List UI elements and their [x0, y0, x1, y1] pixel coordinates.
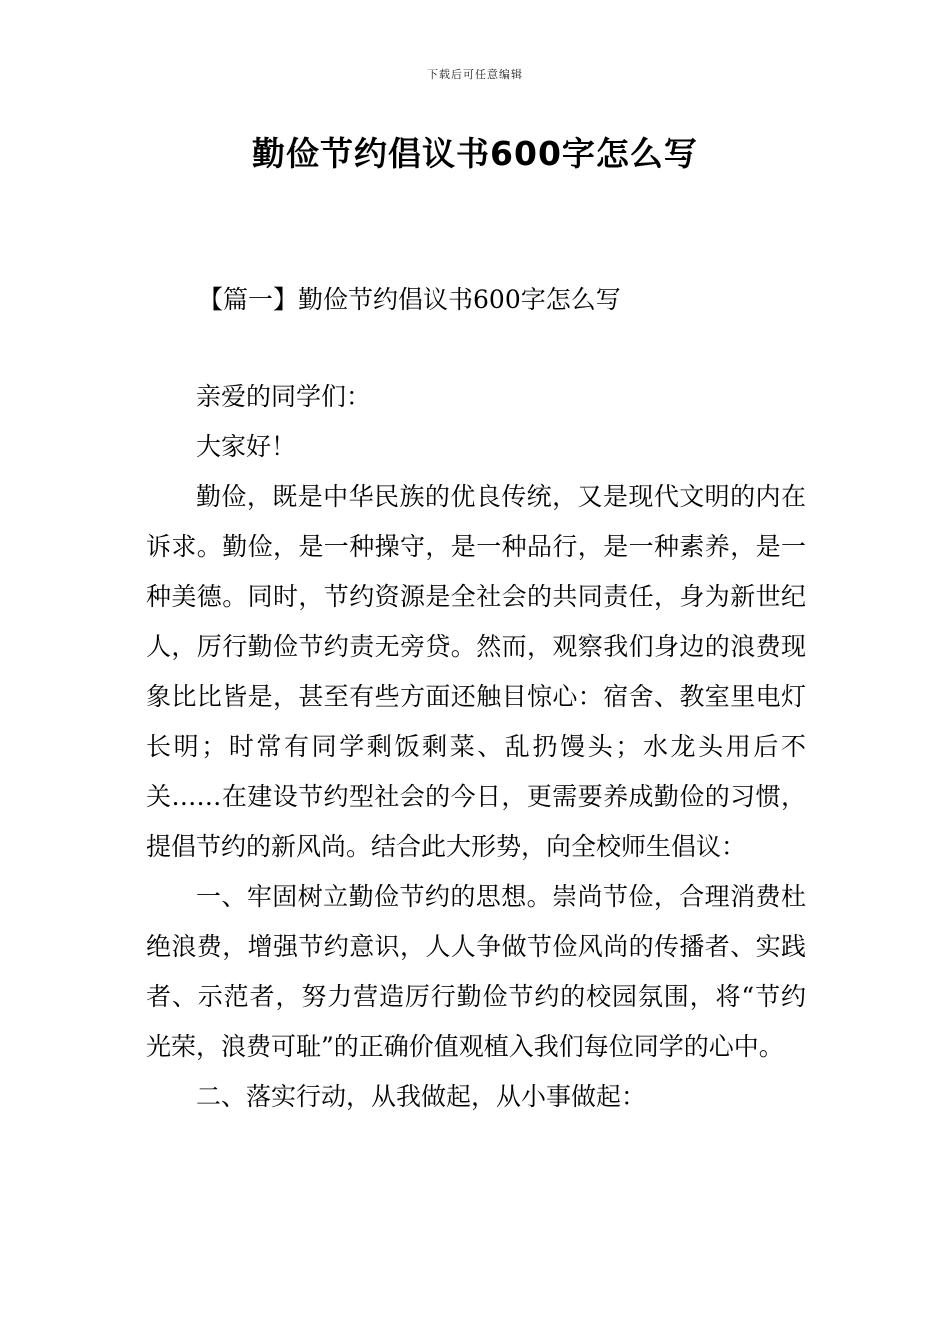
greeting-paragraph: 大家好！ [196, 432, 297, 461]
section-heading: 【篇一】勤俭节约倡议书600字怎么写 [198, 285, 621, 314]
proposal-one-paragraph: 一、牢固树立勤俭节约的思想。崇尚节俭，合理消费杜绝浪费，增强节约意识，人人争做节俭风尚的传播者、实践者、示范者，努力营造厉行勤俭节约的校园氛围，将“节约光荣，浪费可耻”的正确价值观植入我们每位同学的心中。 [146, 882, 806, 1061]
proposal-two-paragraph: 二、落实行动，从我做起，从小事做起： [196, 1082, 647, 1111]
intro-paragraph: 勤俭，既是中华民族的优良传统，又是现代文明的内在诉求。勤俭，是一种操守，是一种品行，是一种素养，是一种美德。同时，节约资源是全社会的共同责任，身为新世纪人，厉行勤俭节约责无旁贷。然而，观察我们身边的浪费现象比比皆是，甚至有些方面还触目惊心：宿舍、教室里电灯长明；时常有同学剩饭剩菜、乱扔馒头；水龙头用后不关……在建设节约型社会的今日，更需要养成勤俭的习惯，提倡节约的新风尚。结合此大形势，向全校师生倡议： [146, 482, 806, 861]
header-note: 下载后可任意编辑 [427, 68, 523, 81]
salutation-paragraph: 亲爱的同学们： [196, 382, 372, 411]
body-text [146, 372, 806, 1122]
document-title: 勤俭节约倡议书600字怎么写 [252, 134, 698, 173]
